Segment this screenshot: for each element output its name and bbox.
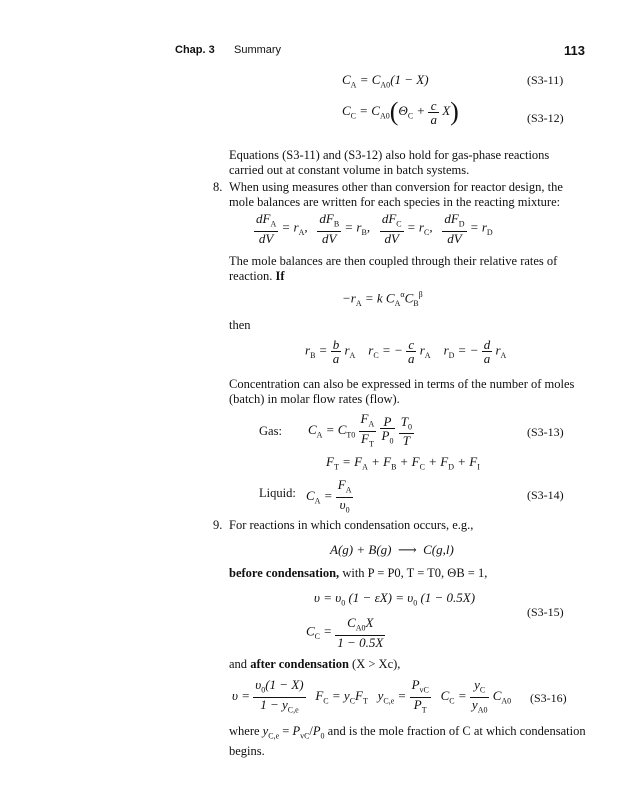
- where-paragraph: where $y_{C,e} = P_{vC}/P_0$ and is the mole fraction of C at which condensation begins.: [229, 724, 586, 758]
- equation-s3-11: $C_A = C_{A0}(1 - X)$: [342, 72, 429, 90]
- equation-s3-13: $C_A = C_{T0}$ $\frac{F_A}{F_T}$ $\frac{P}{P_0}$ $\frac{T_0}{T}$: [308, 411, 412, 449]
- equation-label-s3-13: (S3-13): [527, 425, 564, 439]
- item-8-number: 8.: [213, 180, 223, 194]
- equation-s3-12: $C_C = C_{A0}(\Theta_C$ + $\frac{c}{a}$ X): [342, 97, 459, 127]
- equation-s3-16: υ = $\frac{\upsilon_0(1 - X)}{1 - y_{C,e}}$ $F_C = y_CF_T$ $y_{C,e}$ = $\frac{P_{vC}}{P_T}$ $C_C$ = $\frac{y_C}{y_{A0}}$ $C_{A0}$: [232, 677, 512, 715]
- equation-label-s3-16: (S3-16): [530, 691, 567, 705]
- paragraph-equations-hold: Equations (S3-11) and (S3-12) also hold for gas-phase reactions carried out at constant volume in batch systems.: [229, 148, 550, 177]
- before-condensation-line: [229, 566, 487, 581]
- after-condensation-bold: after condensation: [250, 657, 349, 671]
- after-condensation-line: [229, 657, 400, 672]
- paragraph-concentration: Concentration can also be expressed in terms of the number of moles (batch) in molar flow rates (flow).: [229, 377, 575, 406]
- equation-s3-14: $C_A$ = $\frac{F_A}{\upsilon_0}$: [306, 477, 352, 515]
- gas-label: Gas:: [259, 424, 282, 438]
- liquid-label: Liquid:: [259, 486, 296, 500]
- and-word: and: [229, 657, 248, 671]
- chapter-label: Chap. 3: [175, 44, 215, 56]
- item-8-text: When using measures other than conversion for reactor design, the mole balances are written for each species in the reacting mixture:: [229, 180, 563, 209]
- after-condensation-conditions: (X > Xc),: [352, 657, 401, 671]
- coupled-text: The mole balances are then coupled through their relative rates of reaction.: [229, 254, 558, 283]
- rate-law-equation: $-r_A = k$ $C_A^\alpha C_B^\beta$: [342, 290, 423, 308]
- item-9-text: For reactions in which condensation occurs, e.g.,: [229, 518, 474, 532]
- equation-label-s3-14: (S3-14): [527, 488, 564, 502]
- before-condensation-bold: before condensation,: [229, 566, 340, 580]
- if-word: If: [275, 269, 285, 283]
- equation-label-s3-12: (S3-12): [527, 111, 564, 125]
- section-title: Summary: [234, 44, 282, 56]
- total-molar-flow-equation: $F_T = F_A + F_B + F_C + F_D + F_I$: [326, 454, 480, 472]
- relative-rates-equation: $r_B$ = $\frac{b}{a}$ $r_A$ $r_C$ = − $\frac{c}{a}$ $r_A$ $r_D$ = − $\frac{d}{a}$ $r_A$: [305, 337, 507, 366]
- where-text: and is the mole fraction of C at which condensation begins.: [229, 724, 586, 758]
- paragraph-coupled: [229, 254, 584, 284]
- volumetric-flow-equation: $\upsilon = \upsilon_0$ $(1 - \varepsilon X) = \upsilon_0$ (1 − 0.5X): [314, 590, 476, 608]
- condensation-reaction: A(g) + B(g) ⟶ C(g,l): [330, 542, 454, 557]
- item-9-number: 9.: [213, 518, 223, 532]
- page-number: 113: [564, 43, 585, 58]
- equation-label-s3-15: (S3-15): [527, 605, 564, 619]
- mole-balance-equations: $\frac{dF_A}{dV}$ = $r_A$, $\frac{dF_B}{dV}$ = $r_B$, $\frac{dF_C}{dV}$ = $r_C$, $\frac{dF_D}{dV}$ = $r_D$: [256, 211, 493, 246]
- before-condensation-conditions: with P = P0, T = T0, ΘB = 1,: [342, 566, 488, 580]
- equation-s3-15: $C_C$ = $\frac{C_{A0}X}{1 - 0.5X}$: [306, 615, 384, 650]
- then-word: then: [229, 318, 251, 332]
- equation-label-s3-11: (S3-11): [527, 73, 564, 87]
